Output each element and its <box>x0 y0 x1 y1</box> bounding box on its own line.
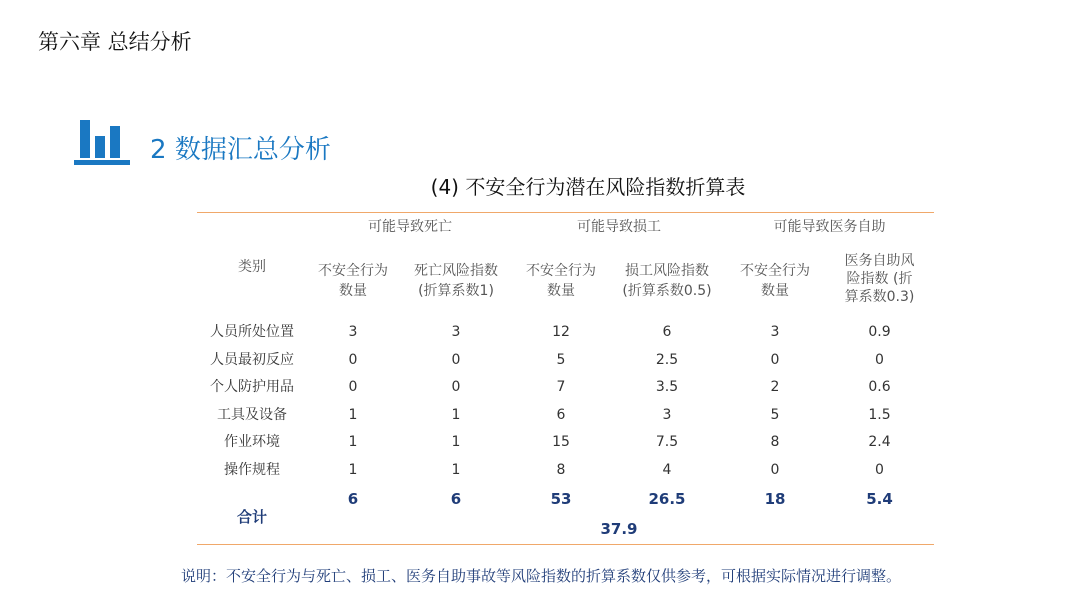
section-label: 数据汇总分析 <box>174 135 331 165</box>
sub-header: 损工风险指数 <box>625 263 709 279</box>
sub-header: 险指数 (折 <box>846 271 913 287</box>
table-cell: 1.5 <box>868 407 891 423</box>
table-cell: 3.5 <box>655 379 679 395</box>
table-cell: 0.6 <box>868 379 891 395</box>
table-cell: 1 <box>348 407 358 423</box>
section-title <box>150 134 331 166</box>
sub-header: (折算系数1) <box>418 283 494 299</box>
bar-chart-icon <box>74 118 130 166</box>
sub-header: (折算系数0.5) <box>622 283 712 299</box>
chapter-title: 第六章 总结分析 <box>38 30 192 54</box>
table-bottom-rule <box>197 544 934 545</box>
section-number: 2 <box>150 135 167 165</box>
table-cell: 2.5 <box>655 352 679 368</box>
group-header-death: 可能导致死亡 <box>368 219 452 235</box>
sub-header: 数量 <box>761 283 789 299</box>
row-category: 工具及设备 <box>217 407 287 423</box>
table-cell: 3 <box>451 324 461 340</box>
row-category: 作业环境 <box>224 434 280 450</box>
sub-header: 不安全行为 <box>740 263 810 279</box>
table-cell: 7.5 <box>655 434 679 450</box>
table-cell: 7 <box>556 379 566 395</box>
group-header-lost-time: 可能导致损工 <box>577 219 661 235</box>
grand-total: 37.9 <box>600 520 638 538</box>
table-cell: 8 <box>770 434 780 450</box>
sub-header: 死亡风险指数 <box>414 263 498 279</box>
risk-index-table <box>197 212 934 545</box>
category-header: 类别 <box>238 259 266 275</box>
total-cell: 6 <box>450 490 462 508</box>
sub-header: 算系数0.3) <box>844 289 915 305</box>
table-cell: 0 <box>770 462 780 478</box>
table-cell: 2.4 <box>868 434 891 450</box>
table-cell: 3 <box>348 324 358 340</box>
table-cell: 0 <box>875 352 884 368</box>
row-category: 人员最初反应 <box>210 352 294 368</box>
table-cell: 1 <box>348 434 358 450</box>
table-title: (4) 不安全行为潜在风险指数折算表 <box>430 175 746 199</box>
table-cell: 5 <box>556 352 566 368</box>
table-cell: 15 <box>552 434 570 450</box>
sub-header: 不安全行为 <box>318 263 388 279</box>
table-cell: 0 <box>451 352 461 368</box>
table-cell: 3 <box>770 324 780 340</box>
total-cell: 53 <box>550 490 572 508</box>
row-category: 人员所处位置 <box>210 324 294 340</box>
table-cell: 5 <box>770 407 780 423</box>
sub-header: 医务自助风 <box>844 253 915 269</box>
total-label: 合计 <box>236 508 267 526</box>
sub-header: 数量 <box>547 283 575 299</box>
table-cell: 6 <box>556 407 566 423</box>
total-cell: 26.5 <box>648 490 686 508</box>
table-cell: 0 <box>348 352 358 368</box>
total-cell: 18 <box>764 490 786 508</box>
table-cell: 1 <box>451 407 461 423</box>
table-cell: 2 <box>770 379 780 395</box>
table-cell: 1 <box>451 462 461 478</box>
row-category: 个人防护用品 <box>210 379 294 395</box>
table-cell: 4 <box>662 462 672 478</box>
group-header-medical: 可能导致医务自助 <box>773 219 886 235</box>
sub-header: 数量 <box>339 283 367 299</box>
section-heading <box>74 118 331 166</box>
sub-header: 不安全行为 <box>526 263 596 279</box>
table-cell: 0 <box>348 379 358 395</box>
table-cell: 3 <box>662 407 672 423</box>
total-cell: 5.4 <box>866 490 893 508</box>
row-category: 操作规程 <box>224 462 280 478</box>
table-cell: 12 <box>552 324 570 340</box>
footnote: 说明：不安全行为与死亡、损工、医务自助事故等风险指数的折算系数仅供参考，可根据实际情况进行调整。 <box>181 567 902 585</box>
total-cell: 6 <box>347 490 359 508</box>
table-cell: 1 <box>348 462 358 478</box>
table-cell: 6 <box>662 324 672 340</box>
table-cell: 0 <box>451 379 461 395</box>
table-cell: 8 <box>556 462 566 478</box>
table-top-rule <box>197 212 934 213</box>
table-cell: 0 <box>770 352 780 368</box>
table-cell: 0.9 <box>868 324 891 340</box>
table-cell: 0 <box>875 462 884 478</box>
table-cell: 1 <box>451 434 461 450</box>
